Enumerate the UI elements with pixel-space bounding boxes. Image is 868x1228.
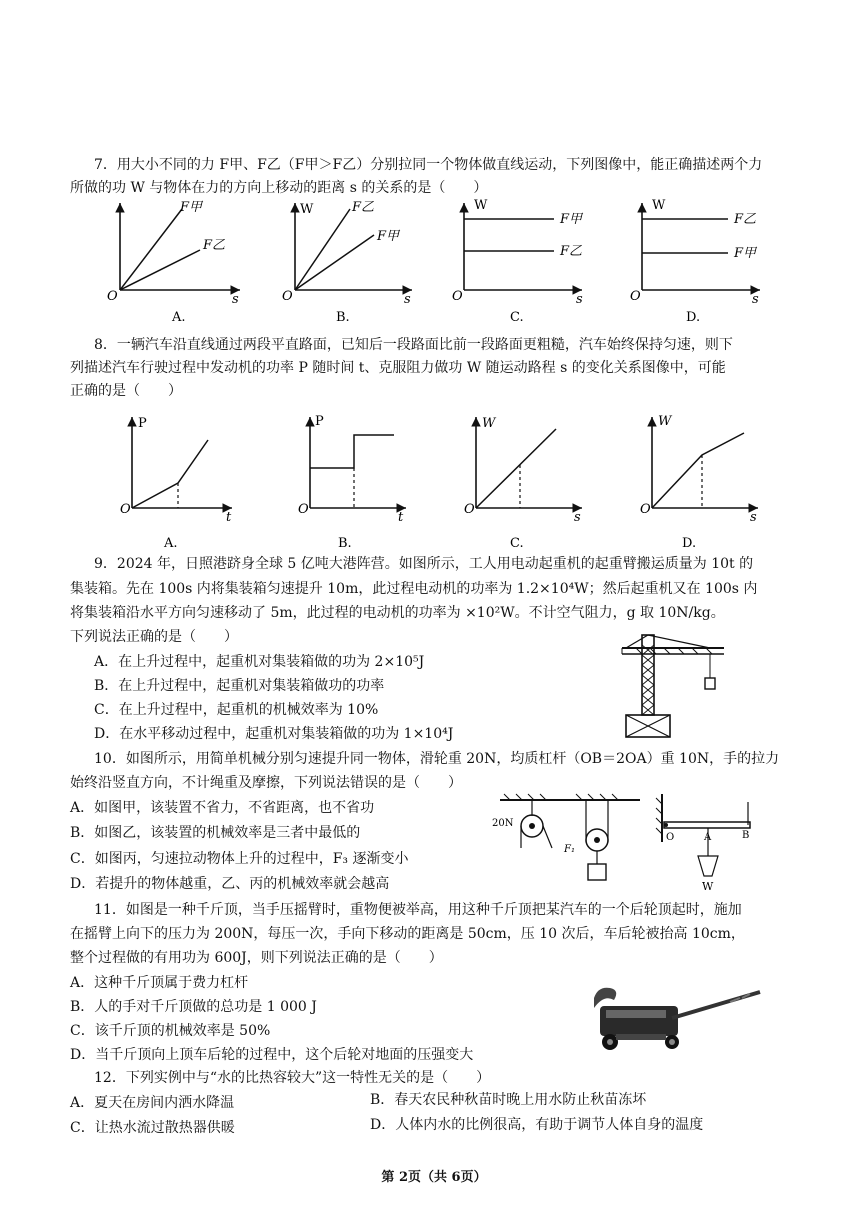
q7c-caption: C. — [510, 310, 524, 325]
container-box — [705, 678, 715, 689]
q7d-y-label: W — [652, 198, 666, 213]
fig-f1-label: F₁ — [564, 844, 575, 855]
q7a-origin: O — [107, 289, 118, 304]
q7c-upper-label: F甲 — [560, 212, 583, 227]
q9-option-b: B．在上升过程中，起重机对集装箱做功的功率 — [94, 678, 385, 694]
q7-stem-line-2: 所做的功 W 与物体在力的方向上移动的距离 s 的关系的是（ ） — [70, 180, 488, 196]
q7-graphs — [0, 195, 868, 330]
q8a-caption: A. — [164, 536, 178, 551]
fig-weight-w: W — [702, 880, 714, 893]
q7d-lower-label: F甲 — [734, 246, 757, 261]
q10-stem-line-2: 始终沿竖直方向，不计绳重及摩擦，下列说法错误的是（ ） — [70, 775, 462, 791]
q12-option-b: B．春天农民种秋苗时晚上用水防止秋苗冻坏 — [370, 1092, 647, 1108]
q8-stem-line-3: 正确的是（ ） — [70, 383, 182, 399]
q8-graph-a — [120, 416, 232, 551]
q10-stem-line-1: 10．如图所示，用简单机械分别匀速提升同一物体，滑轮重 20N，均质杠杆（OB＝2OA）重 10N，手的拉力 — [94, 751, 780, 767]
q7a-x-label: s — [232, 292, 239, 307]
q11-stem-line-3: 整个过程做的有用功为 600J，则下列说法正确的是（ ） — [70, 950, 443, 966]
q7b-upper-label: F乙 — [352, 200, 375, 215]
q8c-x-label: s — [574, 510, 581, 525]
q9-option-d: D．在水平移动过程中，起重机对集装箱做的功为 1×10⁴J — [94, 726, 454, 742]
q8-graphs — [0, 405, 868, 555]
fig-20n-label: 20N — [492, 818, 514, 829]
q11-option-d: D．当千斤顶向上顶车后轮的过程中，这个后轮对地面的压强变大 — [70, 1047, 474, 1063]
q7d-origin: O — [630, 289, 641, 304]
q7a-caption: A. — [172, 310, 186, 325]
q7b-y-label: W — [300, 202, 314, 217]
q8b-x-label: t — [398, 510, 404, 525]
q7b-caption: B. — [336, 310, 350, 325]
q7a-line-upper — [120, 209, 182, 290]
q12-option-a: A．夏天在房间内洒水降温 — [70, 1095, 235, 1111]
q7c-lower-label: F乙 — [560, 244, 583, 259]
q7d-upper-label: F乙 — [734, 212, 757, 227]
q7-graph-a — [107, 200, 240, 325]
q7-graph-d — [630, 198, 760, 325]
fig-lever-a: A — [704, 832, 712, 843]
q7c-y-label: W — [474, 198, 488, 213]
q8d-origin: O — [640, 502, 651, 517]
q11-option-a: A．这种千斤顶属于费力杠杆 — [70, 975, 249, 991]
q10-option-b: B．如图乙，该装置的机械效率是三者中最低的 — [70, 825, 361, 841]
q11-option-b: B．人的手对千斤顶做的总功是 1 000 J — [70, 999, 317, 1015]
q8b-origin: O — [298, 502, 309, 517]
crane-figure — [612, 630, 732, 742]
q8d-x-label: s — [750, 510, 757, 525]
q8c-origin: O — [464, 502, 475, 517]
q11-option-c: C．该千斤顶的机械效率是 50% — [70, 1023, 271, 1039]
page-footer: 第 2页（共 6页） — [381, 1170, 487, 1185]
q9-option-a: A．在上升过程中，起重机对集装箱做的功为 2×10⁵J — [94, 654, 425, 670]
q8d-y-label: W — [658, 414, 672, 429]
q7a-line-lower — [120, 250, 200, 290]
q9-stem-line-3: 将集装箱沿水平方向匀速移动了 5m，此过程的电动机的功率为 ×10²W。不计空气阻力，g 取 10N/kg。 — [70, 605, 725, 621]
q7b-lower-label: F甲 — [377, 229, 400, 244]
pulley-lever-figure — [480, 792, 770, 898]
q10-option-c: C．如图丙，匀速拉动物体上升的过程中，F₃ 逐渐变小 — [70, 851, 409, 867]
q7d-x-label: s — [752, 292, 759, 307]
q10-option-d: D．若提升的物体越重，乙、丙的机械效率就会越高 — [70, 876, 390, 892]
q12-stem: 12．下列实例中与“水的比热容较大”这一特性无关的是（ ） — [94, 1070, 491, 1086]
q8b-caption: B. — [338, 536, 352, 551]
q8-graph-c — [464, 416, 582, 551]
q9-stem-line-1: 9．2024 年，日照港跻身全球 5 亿吨大港阵营。如图所示，工人用电动起重机的起重臂搬运质量为 10t 的 — [94, 556, 754, 572]
q7a-upper-label: F甲 — [180, 200, 203, 215]
q8a-x-label: t — [226, 510, 232, 525]
q7b-x-label: s — [404, 292, 411, 307]
q8a-y-label: P — [138, 416, 147, 431]
fig-lever-o: O — [666, 832, 675, 843]
q10-option-a: A．如图甲，该装置不省力，不省距离，也不省功 — [70, 800, 375, 816]
q7-graph-c — [452, 198, 584, 325]
q7c-x-label: s — [576, 292, 583, 307]
q8-stem-line-1: 8．一辆汽车沿直线通过两段平直路面，已知后一段路面比前一段路面更粗糙，汽车始终保持匀速，则下 — [94, 337, 733, 353]
q9-stem-line-4: 下列说法正确的是（ ） — [70, 629, 238, 645]
fig-lever-b: B — [742, 830, 750, 841]
q8b-y-label: P — [315, 414, 324, 429]
q7-stem-line-1: 7．用大小不同的力 F甲、F乙（F甲＞F乙）分别拉同一个物体做直线运动，下列图像中，能正确描述两个力 — [94, 157, 763, 173]
q8-graph-d — [640, 414, 758, 551]
q8c-y-label: W — [482, 416, 496, 431]
q11-stem-line-2: 在摇臂上向下的压力为 200N，每压一次，手向下移动的距离是 50cm，压 10 次后，车后轮被抬高 10cm， — [70, 926, 745, 942]
q12-option-d: D．人体内水的比例很高，有助于调节人体自身的温度 — [370, 1117, 704, 1133]
q8d-caption: D. — [682, 536, 697, 551]
q12-option-c: C．让热水流过散热器供暖 — [70, 1120, 235, 1136]
q7-graph-b — [282, 200, 412, 325]
q7d-caption: D. — [686, 310, 701, 325]
q8a-origin: O — [120, 502, 131, 517]
q7b-origin: O — [282, 289, 293, 304]
q7c-origin: O — [452, 289, 463, 304]
lever-bar — [664, 822, 750, 828]
q7a-lower-label: F乙 — [203, 238, 226, 253]
q9-option-c: C．在上升过程中，起重机的机械效率为 10% — [94, 702, 379, 718]
q9-stem-line-2: 集装箱。先在 100s 内将集装箱匀速提升 10m，此过程电动机的功率为 1.2×10⁴W；然后起重机又在 100s 内 — [70, 581, 758, 597]
q8c-caption: C. — [510, 536, 524, 551]
q11-stem-line-1: 11．如图是一种千斤顶，当手压摇臂时，重物便被举高，用这种千斤顶把某汽车的一个后轮顶起时，施加 — [94, 902, 742, 918]
q8-stem-line-2: 列描述汽车行驶过程中发动机的功率 P 随时间 t、克服阻力做功 W 随运动路程 s 的变化关系图像中，可能 — [70, 360, 726, 376]
q8-graph-b — [298, 414, 406, 551]
jack-figure — [580, 980, 765, 1060]
